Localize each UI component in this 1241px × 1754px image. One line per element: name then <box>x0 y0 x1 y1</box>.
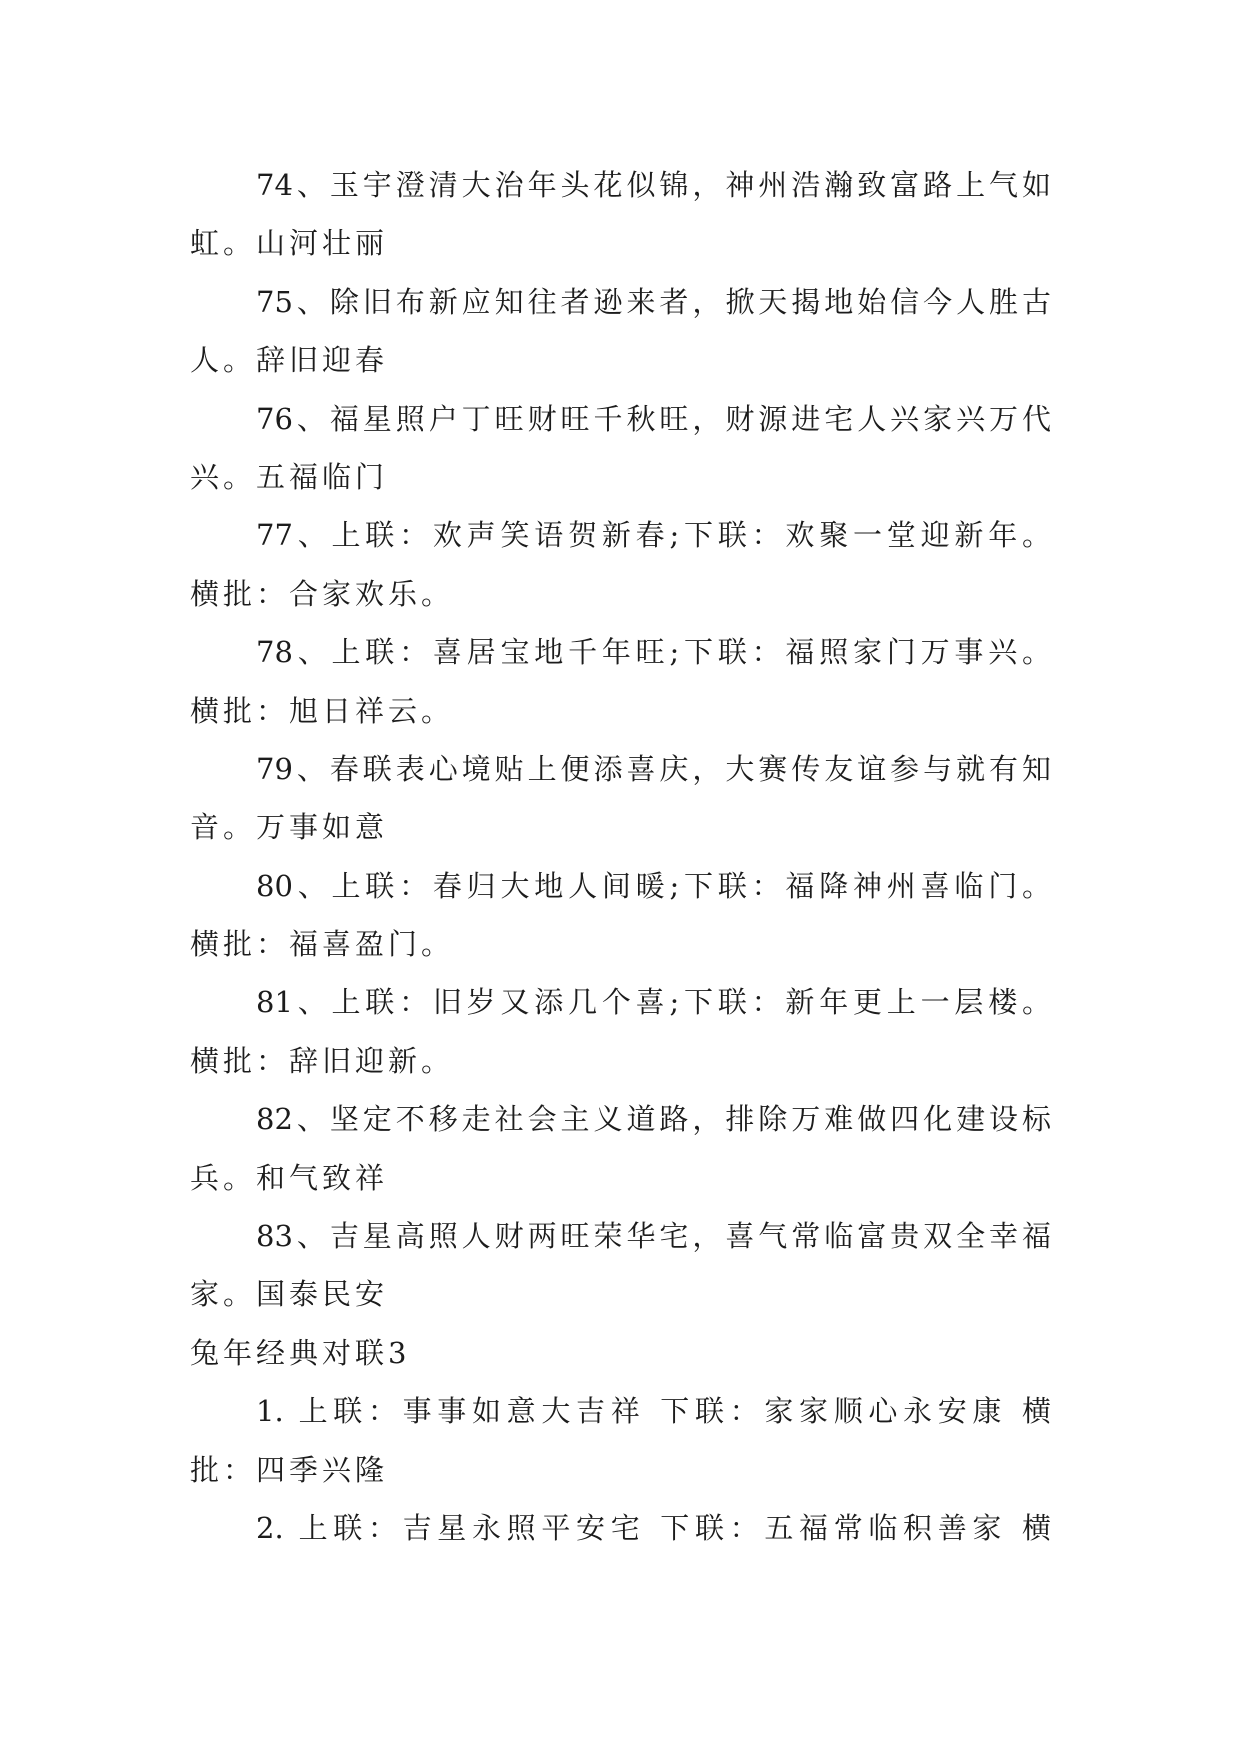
paragraph-line: 横批：合家欢乐。 <box>190 576 455 611</box>
paragraph-line: 兵。和气致祥 <box>190 1160 389 1195</box>
document-body <box>190 156 1051 1557</box>
paragraph-line: 家。国泰民安 <box>190 1277 389 1312</box>
paragraph <box>190 857 1051 974</box>
paragraph <box>190 1207 1051 1324</box>
paragraph <box>190 1499 1051 1557</box>
paragraph-line: 横批：福喜盈门。 <box>190 927 455 962</box>
paragraph-line: 76、福星照户丁旺财旺千秋旺，财源进宅人兴家兴万代 <box>256 401 1051 436</box>
paragraph-line: 78、上联：喜居宝地千年旺;下联：福照家门万事兴。 <box>256 635 1051 670</box>
paragraph-line: 横批：旭日祥云。 <box>190 693 455 728</box>
paragraph <box>190 390 1051 507</box>
paragraph-line: 83、吉星高照人财两旺荣华宅，喜气常临富贵双全幸福 <box>256 1219 1051 1254</box>
paragraph-line: 79、春联表心境贴上便添喜庆，大赛传友谊参与就有知 <box>256 751 1051 786</box>
paragraph-line: 批：四季兴隆 <box>190 1452 389 1487</box>
paragraph-line: 音。万事如意 <box>190 810 389 845</box>
paragraph-line: 75、除旧布新应知往者逊来者，掀天揭地始信今人胜古 <box>256 284 1051 319</box>
section-heading: 兔年经典对联3 <box>190 1335 411 1370</box>
paragraph-line: 74、玉宇澄清大治年头花似锦，神州浩瀚致富路上气如 <box>256 168 1051 202</box>
paragraph <box>190 740 1051 857</box>
paragraph <box>190 506 1051 623</box>
paragraph-line: 横批：辞旧迎新。 <box>190 1043 455 1078</box>
paragraph <box>190 1090 1051 1207</box>
paragraph-line: 77、上联：欢声笑语贺新春;下联：欢聚一堂迎新年。 <box>256 518 1051 553</box>
paragraph-line: 1. 上联：事事如意大吉祥 下联：家家顺心永安康 横 <box>256 1394 1051 1429</box>
paragraph-line: 2. 上联：吉星永照平安宅 下联：五福常临积善家 横 <box>256 1510 1051 1545</box>
paragraph-line: 81、上联：旧岁又添几个喜;下联：新年更上一层楼。 <box>256 985 1051 1020</box>
paragraph-line: 80、上联：春归大地人间暖;下联：福降神州喜临门。 <box>256 868 1051 903</box>
paragraph <box>190 973 1051 1090</box>
paragraph <box>190 273 1051 390</box>
paragraph <box>190 156 1051 273</box>
paragraph-line: 82、坚定不移走社会主义道路，排除万难做四化建设标 <box>256 1102 1051 1137</box>
paragraph-line: 兴。五福临门 <box>190 459 389 494</box>
paragraph-line: 虹。山河壮丽 <box>190 226 389 261</box>
paragraph <box>190 1382 1051 1499</box>
paragraph <box>190 623 1051 740</box>
paragraph-line: 人。辞旧迎春 <box>190 343 389 378</box>
